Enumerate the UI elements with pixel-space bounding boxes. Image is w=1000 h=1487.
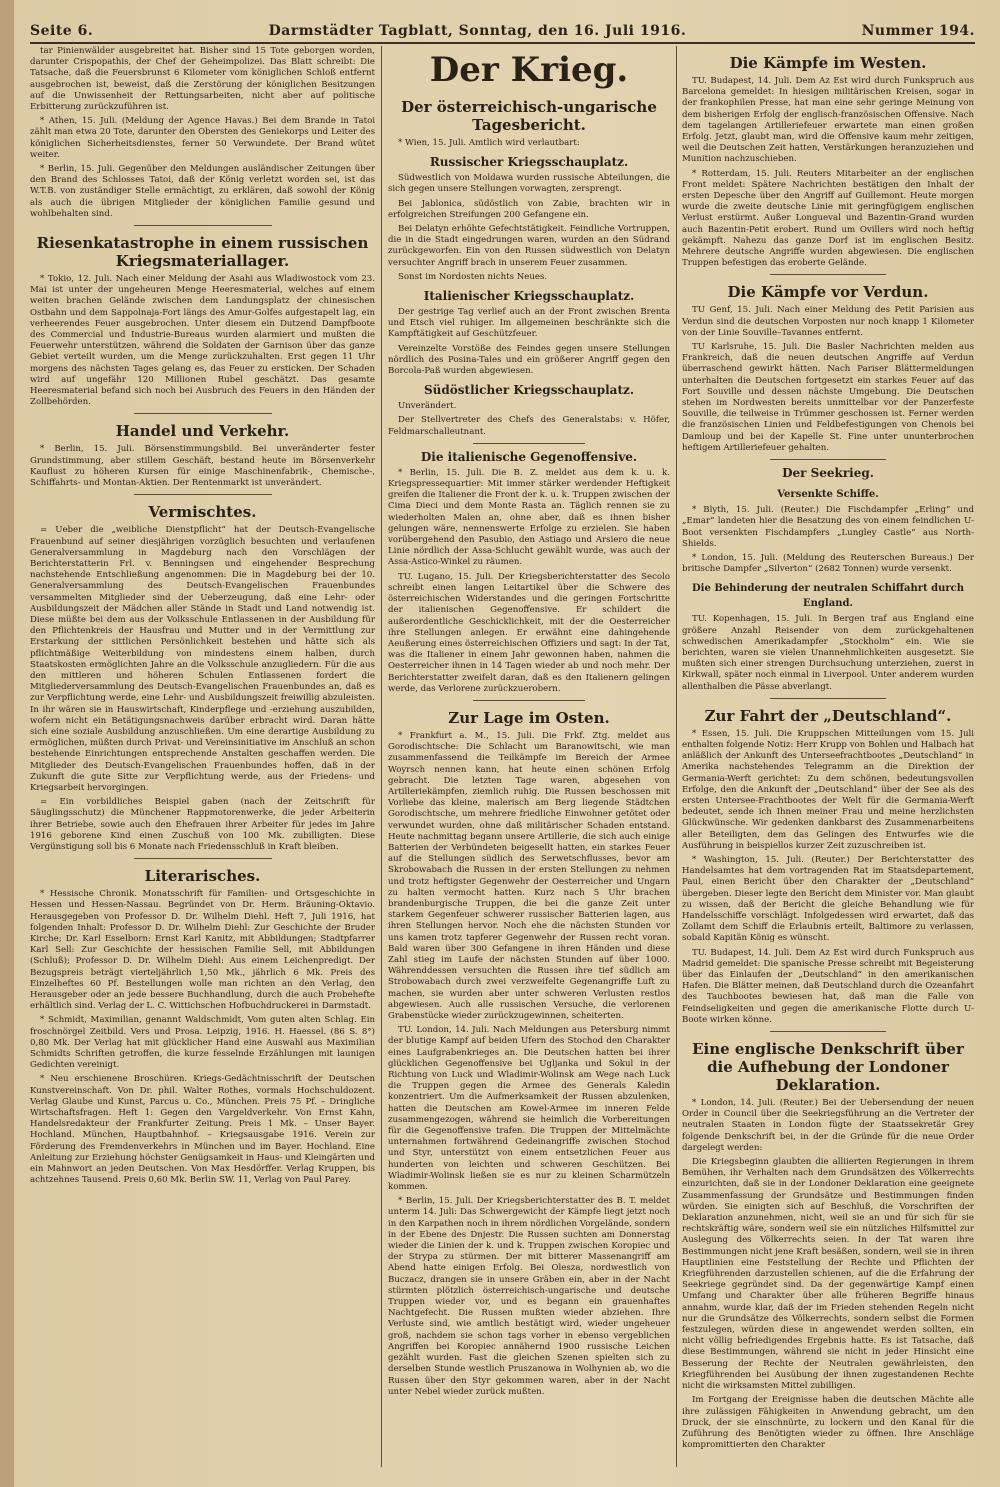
article-text: TU Genf, 15. Juli. Nach einer Meldung des Petit Parisien aus Verdun sind die deutschen Vorposten nur noch knapp 1 Kilometer von der Linie Souville–Tavannes entfernt. — [682, 305, 974, 338]
section-heading: Die italienische Gegenoffensive. — [420, 449, 638, 464]
article-text: * Hessische Chronik. Monatsschrift für Familien- und Ortsgeschichte in Hessen und Hessen-Nassau. Begründet von Dr. Herm. Bräuning-Oktavio. Herausgegeben von Professor D. Dr. Wilhelm Diehl. Heft 7, Juli 1916, hat folgenden Inhalt: Professor D. Dr. Wilhelm Diehl: Zur Geschichte der Bruder Kirche; Dr. Karl Esselborn: Ernst Karl Kanitz, mit Abbildungen; Stadtpfarrer Karl Sell: Zur Geschichte der hessischen Familie Sell, mit Abbildungen (Schluß); Professor D. Dr. Wilhelm Diehl: Aus einem Leichenpredigt. Der Bezugspreis beträgt vierteljährlich 1,50 Mk., jährlich 6 Mk. Preis des Einzelheftes 60 Pf. Bestellungen wolle man richten an den Verlag, den Herausgeber oder an jede bessere Buchhandlung, durch die auch Probehefte erhältlich sind. Verlag der L. C. Wittichschen Hofbuchdruckerei in Darmstadt. — [30, 889, 375, 1012]
column-rule — [381, 46, 382, 1467]
divider — [134, 858, 272, 859]
main-title: Der Krieg. — [429, 50, 629, 90]
article-text: * London, 15. Juli. (Meldung des Reuterschen Bureaus.) Der britische Dampfer „Silverton“ (2682 Tonnen) wurde versenkt. — [682, 552, 974, 575]
article-text: Vereinzelte Vorstöße des Feindes gegen unsere Stellungen nördlich des Posina-Tales und ein größerer Angriff gegen den Borcola-Paß wurden abgewiesen. — [388, 343, 670, 377]
section-heading: Der Seekrieg. — [782, 466, 874, 481]
article-text: * Washington, 15. Juli. (Reuter.) Der Berichterstatter des Handelsamtes hat dem vortragenden Rat im Staatsdepartement, Paul, einen Bericht über den Charakter der „Deutschland“ übergeben. Dieser legte den Bericht dem Minister vor. Man glaubt zu wissen, daß der Bericht die gleiche Behandlung wie für Handelsschiffe vorschlägt. Infolgedessen wird erwartet, daß das Zollamt dem Schiff die Erlaubnis erteilt, Baltimore zu verlassen, sobald Kapitän König es wünscht. — [682, 854, 974, 944]
section-heading: Handel und Verkehr. — [115, 422, 290, 441]
page-label: Seite 6. — [30, 23, 94, 39]
article-text: * Tokio, 12. Juli. Nach einer Meldung der Asahi aus Wladiwostock vom 23. Mai ist unter der ungeheuren Menge Heeresmaterial, welches auf einem weiten brachen Gelände zwischen dem Landungsplatz der chinesischen Ostbahn und dem Sappolnaja-Fort längs des Amur-Golfes aufgestapelt lag, ein verheerendes Feuer ausgebrochen. Unter diesem ein Dutzend Dampfboote des Commercial und Industrie-Bureaus wurden alarmiert und mußten die Feuerwehr unterstützen, während die Soldaten der Garnison über das ganze Gebiet verteilt wurden, um die Menge zurückzuhalten. Erst gegen 11 Uhr morgens des nächsten Tages gelang es, das Feuer zu ersticken. Der Schaden wird auf ungefähr 120 Millionen Rubel geschätzt. Das gesamte Heeresmaterial befand sich noch bei Ausbruch des Feuers in den Händen der Zollbehörden. — [30, 274, 375, 408]
divider — [134, 225, 272, 226]
article-text: * Neu erschienene Broschüren. Kriegs-Gedächtnisschrift der Deutschen Kunstvereinschaft. Von Dr. phil. Walter Rothes, vormals Hochschuldozent. Verlag Glaube und Kunst, Parcus u. Co., München. Preis 75 Pf. – Dringliche Wirtschaftsfragen. Heft 1: Gegen den Vargeldverkehr. Von Ernst Kahn, Handelsredakteur der Frankfurter Zeitung. Preis 1 Mk. – Unser Bayer. Hochland. München, Hauptbahnhof. – Kriegsausgabe 1916. Verein zur Förderung des Fremdenverkehrs in München und im Bayer. Hochland. Eine Anleitung zur Erziehung höchster Genügsamkeit in Haus- und Kleingärten und ein Mahnwort an jeden Deutschen. Von Max Hesdörffer. Verlag Kruppen, bis achtzehnes Tausend. Preis 0,60 Mk. Berlin SW. 11, Verlag von Paul Parey. — [30, 1074, 375, 1186]
signature: Der Stellvertreter des Chefs des Generalstabs: v. Höfer, Feldmarschalleutnant. — [388, 415, 670, 437]
article-text: * Rotterdam, 15. Juli. Reuters Mitarbeiter an der englischen Front meldet: Spätere Nachrichten bestätigen den Inhalt der ersten Depesche über den Angriff auf Guillemont. Heute morgen wurde die zweite deutsche Linie mit geringfügigem englischen Verlust erstürmt. Außer Longueval und Bazentin-Grand wurden auch Bazentin-Petit erobert. Rund um Ovillers wird noch heftig gekämpft. Nahezu das ganze Dorf ist im englischen Besitz. Mehrere deutsche Angriffe wurden abgewiesen. Die englischen Truppen befestigen das eroberte Gelände. — [682, 168, 974, 269]
article-text: = Ein vorbildliches Beispiel gaben (nach der Zeitschrift für Säuglingsschutz) die Münchener Rappmotorenwerke, die jeder Arbeiterin ihrer Betriebe, sowie auch den Ehefrauen ihrer Arbeiter für jedes im Jahre 1916 geborene Kind einen Zuschuß von 100 Mk. zubilligten. Diese Vergünstigung soll bis 6 Monate nach Friedensschluß in Kraft bleiben. — [30, 797, 375, 852]
masthead: Darmstädter Tagblatt, Sonntag, den 16. Juli 1916. — [268, 23, 687, 39]
article-text: TU. Lugano, 15. Juli. Der Kriegsberichterstatter des Secolo schreibt einen langen Leitartikel über die Schwere des österreichischen Widerstandes und die geringen Fortschritte der italienischen Gegenoffensive. Er schildert die außerordentliche Geschicklichkeit, mit der die Oesterreicher ihre Stellungen anlegen. Er erwähnt eine dahingehende Aeußerung eines österreichischen Offiziers und sagt: In der Tat, was die Italiener in einem Jahr gewonnen haben, nahmen die Oesterreicher ihnen in 14 Tagen wieder ab und noch mehr. Der Berichterstatter zweifelt daran, daß es den Italienern gelingen werde, das Verlorene zurückzuerobern. — [388, 571, 670, 694]
section-heading: Die Kämpfe vor Verdun. — [727, 283, 929, 302]
section-heading: Eine englische Denkschrift über die Aufhebung der Londoner Deklaration. — [692, 1040, 964, 1095]
article-text: Unverändert. — [398, 401, 457, 412]
article-text: * Berlin, 15. Juli. Der Kriegsberichterstatter des B. T. meldet unterm 14. Juli: Das Schwergewicht der Kämpfe liegt jetzt noch in den Karpathen noch in ihrem nördlichen Vorgelände, sondern in der Ebene des Dnjestr. Die Russen suchten am Donnerstag wieder die Linien der k. und k. Truppen zwischen Koropiec und der Strypa zu stürmen. Der mit bitterer Massenangriff am Abend hatte einigen Erfolg. Bei Olesza, nordwestlich von Buczacz, drangen sie in unsere Gräben ein, aber in der Nacht stürmten plötzlich österreichisch-ungarische und deutsche Truppen wieder vor, und es begann ein grauenhaftes Nachtgefecht. Die Russen mußten wieder abziehen. Ihre Verluste sind, wie amtlich bestätigt wird, wieder ungeheuer groß, nachdem sie schon tags vorher in ebenso vergeblichen Angriffen bei Koropiec annähernd 1900 russische Leichen gezählt wurden. Fast die gleichen Szenen spielten sich zu derselben Stunde westlich Pruszanowa in Wolhynien ab, wo die Russen über den Styr gekommen waren, aber in der Nacht unter Nebel wieder zurück mußten. — [388, 1196, 670, 1397]
article-text: * Berlin, 15. Juli. Die B. Z. meldet aus dem k. u. k. Kriegspressequartier: Mit immer stärker werdender Heftigkeit greifen die Italiener die Front der k. u. k. Truppen zwischen der Cima Dieci und dem Monte Rasta an. Täglich rennen sie zu wiederholten Malen an, ohne aber, daß es ihnen bisher gelungen wäre, nennenswerte Erfolge zu erzielen. Sie haben vorübergehend den Pasubio, den Astiago und Arsiero die neue Linie nördlich der Assa-Schlucht gewählt wurde, was auch der Assa-Astico-Winkel zu räumen. — [388, 467, 670, 568]
divider — [473, 443, 586, 444]
article-text: Im Fortgang der Ereignisse haben die deutschen Mächte alle ihre zulässigen Fähigkeiten in Anwendung gebracht, um den Druck, der sie einschnürte, zu lockern und den Kanal für die Zuführung des Benötigten wieder zu öffnen. Ihre Anschläge kompromittierten den Charakter — [682, 1395, 974, 1451]
article-text: Die Kriegsbeginn glaubten die alliierten Regierungen in ihrem Bemühen, ihr Verhalten nach dem Grundsätzen des Völkerrechts einzurichten, daß sie in der Londoner Deklaration eine geeignete Zusammenfassung der Grundsätze und Bestimmungen finden würden. Sie einigten sich auf Beschluß, die Vorschriften der Deklaration anzunehmen, nicht, weil sie an und für sich für sie rechtskräftig wäre, sondern weil sie ein nützliches Hilfsmittel zur Auslegung des Völkerrechts seien. In der Tat waren ihre Bestimmungen nicht jene Kraft besäßen, sondern, weil sie in ihren Hauptlinien eine Feststellung der Rechte und Pflichten der Kriegführenden darzustellen schienen, auf die die Erfahrung der Seekriege gegründet sind. Da der gegenwärtige Kampf einen Umfang und Charakter über alle früheren Begriffe hinaus annahm, wurde klar, daß der im Frieden stehenden Regeln nicht nur die Grundsätze des Völkerrechts, sondern selbst die Formen festzulegen, würden diese in angewendet werden sollten, ein nicht völlig befriedigendes Ergebnis hatte. Es ist Tatsache, daß diese Bestimmungen, während sie nicht in jeder Hinsicht eine Besserung der Rechte der Neutralen gewährleisten, den Kriegführenden bei Ausübung der ihnen zugestandenen Rechte nicht die wirksamsten Mittel zubilligen. — [682, 1157, 974, 1392]
section-heading: Die Kämpfe im Westen. — [729, 54, 927, 72]
section-heading: Riesenkatastrophe in einem russischen Kriegsmateriallager. — [36, 234, 369, 271]
subsection-heading: Italienischer Kriegsschauplatz. — [423, 289, 635, 304]
article-text: * Athen, 15. Juli. (Meldung der Agence Havas.) Bei dem Brande in Tatoi zählt man etwa 20 Tote, darunter den Obersten des Geniekorps und Leiter des königlichen Sicherheitsdienstes, ferner 50 Verwundete. Der Brand wütet weiter. — [30, 116, 375, 160]
article-text: * Schmidt, Maximilian, genannt Waldschmidt, Vom guten alten Schlag. Ein froschnörgel Zeitbild. Vers und Prosa. Leipzig, 1916. H. Haessel. (86 S. 8°) 0,80 Mk. Der Verlag hat mit glücklicher Hand eine Auswahl aus Maximilian Schmidts Schriften getroffen, die kurze fesselnde Erzählungen mit launigen Gedichten vereinigt. — [30, 1015, 375, 1071]
section-heading: Der österreichisch-ungarische Tagesbericht. — [401, 98, 657, 134]
divider — [770, 698, 887, 699]
article-text: Südwestlich von Moldawa wurden russische Abteilungen, die sich gegen unsere Stellungen vorwagten, zersprengt. — [388, 173, 670, 195]
article-text: tar Pinienwälder ausgebreitet hat. Bisher sind 15 Tote geborgen worden, darunter Crispopathis, der Chef der Geheimpolizei. Das Blatt schreibt: Die Tatsache, daß die Feuersbrunst 6 Kilometer vom königlichen Schloß entfernt ausgebrochen ist, beweist, daß die Zerstörung der königlichen Besitzungen auf die Unwissenheit der Rettungsarbeiten, nicht aber auf politische Erbitterung zurückzuführen ist. — [30, 46, 375, 113]
divider — [770, 274, 887, 275]
column-right — [682, 46, 974, 1467]
article-text: TU. Budapest, 14. Juli. Dem Az Est wird durch Funkspruch aus Barcelona gemeldet: In hiesigen militärischen Kreisen, sogar in der frankophilen Presse, hat man eine sehr geringe Meinung von dem bisherigen Erfolg der englisch-französischen Offensive. Nach dem tagelangen Artilleriefeuer erwartete man einen großen Erfolg. Jetzt, glaubt man, wird die Offensive kaum mehr zeitigen, weil die Deutschen Zeit hatten, Verstärkungen heranzuziehen und Munition nachzuschieben. — [682, 76, 974, 165]
divider — [473, 700, 586, 701]
article-text: Sonst im Nordosten nichts Neues. — [398, 271, 548, 282]
article-text: TU. Kopenhagen, 15. Juli. In Bergen traf aus England eine größere Anzahl Reisender von dem zurückgehaltenen schwedischen Amerikadampfer „Stockholm“ ein. Wie sie berichten, waren sie vielen Unannehmlichkeiten ausgesetzt. Sie mußten sich einer strengen Durchsuchung unterziehen, zuerst in Kirkwall, später noch einmal in Liverpool. Unter anderem wurden allenthalben die Pässe abverlangt. — [682, 614, 974, 692]
page-header — [30, 20, 975, 44]
article-text: * Wien, 15. Juli. Amtlich wird verlautbart: — [398, 138, 580, 148]
section-heading: Literarisches. — [144, 867, 261, 886]
page-spine — [0, 0, 14, 1487]
column-middle — [388, 46, 670, 1467]
article-text: Bei Delatyn erhöhte Gefechtstätigkeit. Feindliche Vortruppen, die in die Stadt eingedrungen waren, wurden an den Südrand zurückgeworfen. Ein von den Russen südwestlich von Delatyn versuchter Angriff brach in unserem Feuer zusammen. — [388, 224, 670, 268]
section-heading: Zur Lage im Osten. — [448, 708, 610, 727]
section-heading: Vermischtes. — [148, 503, 257, 522]
subsection-heading: Russischer Kriegsschauplatz. — [429, 155, 629, 170]
subsection-heading: Versenkte Schiffe. — [777, 489, 879, 501]
article-text: * Blyth, 15. Juli. (Reuter.) Die Fischdampfer „Erling“ und „Emar“ landeten hier die Besatzung des von einem feindlichen U-Boot versenkten Fischdampfers „Lungley Castle“ aus North-Shields. — [682, 505, 974, 549]
article-text: * London, 14. Juli. (Reuter.) Bei der Uebersendung der neuen Order in Council über die Seekriegsführung an die Vertreter der neutralen Staaten in London fügte der Staatssekretär Grey folgende Denkschrift bei, in der die Gründe für die neue Order dargelegt werden: — [682, 1098, 974, 1153]
article-text: TU. Budapest, 14. Juli. Dem Az Est wird durch Funkspruch aus Madrid gemeldet: Die spanische Presse schreibt mit Begeisterung über das Einlaufen der „Deutschland“ in den amerikanischen Hafen. Die Blätter meinen, daß Deutschland durch die Ozeanfahrt des Tauchbootes bewiesen hat, daß man die Falle von Feindseligkeiten und gegen die amerikanische Flotte durch U-Boote wirken könne. — [682, 947, 974, 1025]
divider — [770, 459, 887, 460]
article-text: TU Karlsruhe, 15. Juli. Die Basler Nachrichten melden aus Frankreich, daß die neuen deutschen Angriffe auf Verdun überraschend gewirkt hätten. Nach Pariser Blättermeldungen unterhalten die Deutschen fortgesetzt ein starkes Feuer auf das Fort Souville und dessen nächste Umgebung. Die Deutschen stehen im Nordwesten bereits unmittelbar vor der Panzerfeste Souville, die teilweise in Trümmer geschossen ist. Ferner werden die französischen Linien und Feldbefestigungen von Chenois bei Damloup und bei der Kapelle St. Fine unter ununterbrochen heftigem Artilleriefeuer gehalten. — [682, 342, 974, 453]
column-left — [30, 46, 375, 1467]
article-text: * Berlin, 15. Juli. Gegenüber den Meldungen ausländischer Zeitungen über den Brand des Schlosses Tatoi, daß der König verletzt worden sei, ist das W.T.B. von zuständiger Stelle ermächtigt, zu erklären, daß sowohl der König als auch die übrigen Mitglieder der königlichen Familie gesund und wohlbehalten sind. — [30, 164, 375, 219]
subsection-heading: Südöstlicher Kriegsschauplatz. — [423, 383, 634, 398]
divider — [134, 413, 272, 414]
article-text: Bei Jablonica, südöstlich von Zabie, brachten wir in erfolgreichen Streifungen 200 Gefangene ein. — [388, 198, 670, 220]
divider — [770, 1031, 887, 1032]
section-heading: Zur Fahrt der „Deutschland“. — [704, 706, 952, 725]
divider — [134, 494, 272, 495]
article-text: Der gestrige Tag verlief auch an der Front zwischen Brenta und Etsch viel ruhiger. Im allgemeinen beschränkte sich die Kampftätigkeit auf Geschützfeuer. — [388, 307, 670, 340]
article-text: = Ueber die „weibliche Dienstpflicht“ hat der Deutsch-Evangelische Frauenbund auf seiner diesjährigen vorzüglich besuchten und verlaufenen Generalversammlung in Magdeburg nach den Vorschlägen der Berichterstatterin Frl. v. Benningsen und eingehender Besprechung nachstehende Entschließung angenommen: Die in Magdeburg bei der 10. Generalversammlung des Deutsch-Evangelischen Frauenbundes versammelten Mitglieder sind der Ueberzeugung, daß eine Lehr- oder Ausbildungszeit der Mädchen aller Stände in Stadt und Land notwendig ist. Diese müßte bei dem aus der Volksschule Entlassenen in der Ausbildung für den Pflichtenkreis der Hausfrau und Mutter und in der Vermittlung zur Erstarkung der sittlichen Persönlichkeit bestehen und hätte sich als pflichtmäßige Weiterbildung von mindestens einem halben, durch Staatskosten ermöglichten Jahre an die Volksschule anzugliedern. Für die aus den mittleren und höheren Schulen Entlassenen fordert die Mitgliederversammlung des Deutsch-Evangelischen Frauenbundes an, daß es zur Verpflichtung werde, eine Lehr- und Ausbildungszeit freiwillig abzuleisten. In ihr wären sie in Hauswirtschaft, Kinderpflege und -erziehung auszubilden, wofern nicht ein Betätigungsnachweis darüber erbracht wird. Daran hätte sich eine soziale Ausbildung anzuschließen. Um eine derartige Ausbildung zu ermöglichen, müßten durch Privat- und Vereinsinitiative im Anschluß an schon bestehende Einrichtungen entsprechende Anstalten geschaffen werden. Die Mitglieder des Deutsch-Evangelischen Frauenbundes hoffen, daß in der Zukunft die gute Sitte zur Verpflichtung werde, aus der Friedens- und Kriegsarbeit hervorgingen. — [30, 525, 375, 793]
article-text: * Essen, 15. Juli. Die Kruppschen Mitteilungen vom 15. Juli enthalten folgende Notiz: Herr Krupp von Bohlen und Halbach hat anläßlich der Ankunft des Unterseefrachtbootes „Deutschland“ in Amerika nachstehendes Telegramm an die Direktion der Germania-Werft gerichtet: Zu dem schönen, bedeutungsvollen Erfolge, den die Ankunft der „Deutschland“ über der See als des ersten Untersee-Frachtbootes der Welt für die Germania-Werft bedeutet, sende ich Ihnen meiner Frau und meine herzlichsten Glückwünsche. Wir gedenken dankbarst des Zusammenarbeitens aller Beteiligten, dem das Gelingen des Entwurfes wie die Ausführung in beispiellos kurzer Zeit zuzuschreiben ist. — [682, 728, 974, 851]
subsection-heading: Die Behinderung der neutralen Schiffahrt durch England. — [692, 583, 964, 610]
article-text: * Frankfurt a. M., 15. Juli. Die Frkf. Ztg. meldet aus Gorodischtsche: Die Schlacht um Baranowitschi, wie man zusammenfassend die Teilkämpfe im Bereich der Armee Woyrsch nennen kann, hat heute einen schönen Erfolg gebracht. Die letzten Tage waren, abgesehen von Artilleriekämpfen, ziemlich ruhig. Die Russen beschossen mit Vorliebe das kleine, malerisch am Berg liegende Städtchen Gorodischtsche, um mehrere friedliche Einwohner getötet oder verwundet wurden, ohne daß militärischer Schaden entstand. Heute nachmittag begann unsere Artillerie, die sich auch einige Batterien der Verbündeten beigesellt hatten, ein starkes Feuer auf die Stellungen südlich des Serwetschflusses, bevor am Skrobowabach die Russen in der ersten Stellungen zu nehmen und trotz heftigster Gegenwehr der Oesterreicher und Ungarn zu halten vermocht hatten. Kurz nach 5 Uhr brachen brandenburgische Truppen, die bei die ganze Zeit unter starkem Gegenfeuer schwerer russischer Batterien lagen, aus ihren Stellungen hervor. Noch ehe die nächsten Stunden vor uns kamen trotz tapferer Gegenwehr der Russen recht voran. Bald waren über 300 Gefangene in ihren Händen und diese Zahl stieg im Laufe der nächsten Stunden auf über 1000. Währenddessen versuchten die Russen ihre tief südlich am Strobowabach durch zwei verzweifelte Gegenangriffe Luft zu machen, sie wurden aber unter schweren Verlusten restlos abgewiesen. Auch alle russischen Versuche, die verlorenen Grabenstücke wieder zurückzugewinnen, scheiterten. — [388, 730, 670, 1021]
article-text: * Berlin, 15. Juli. Börsenstimmungsbild. Bei unveränderter fester Grundstimmung, aber stillem Geschäft, bestand heute im Börsenverkehr Kauflust zu höheren Kursen für einige Maschinenfabrik-, Chemische-, Schiffahrts- und Montan-Aktien. Der Rentenmarkt ist unverändert. — [30, 444, 375, 489]
article-text: TU. London, 14. Juli. Nach Meldungen aus Petersburg nimmt der blutige Kampf auf beiden Ufern des Stochod den Charakter eines Laufgrabenkrieges an. Die Deutschen hatten bei ihrer glücklichen Gegenoffensive bei Ugljanka und Sokul in der Richtung von Luck und Wladimir-Wolinsk am Wege nach Luck die Truppen gegen die Armee des Generals Kaledin konzentriert. Um die Aufmerksamkeit der Russen abzulenken, hatten die Deutschen am Kowel-Armee im inneren Felde zusammengezogen, während sie heimlich die Vorbereitungen für die Gegenoffensive trafen. Die Truppen der Mittelmächte unternahmen fortwährend Gedeinangriffe zwischen Stochod und Styr, unterstützt von einem entsetzlichen Feuer aus hunderten von leichten und schweren Geschützen. Bei Wladimir-Wolinsk ließen sie es nur zu kleinen Scharmützeln kommen. — [388, 1025, 670, 1193]
column-rule — [676, 46, 677, 1467]
issue-number: Nummer 194. — [861, 23, 975, 39]
